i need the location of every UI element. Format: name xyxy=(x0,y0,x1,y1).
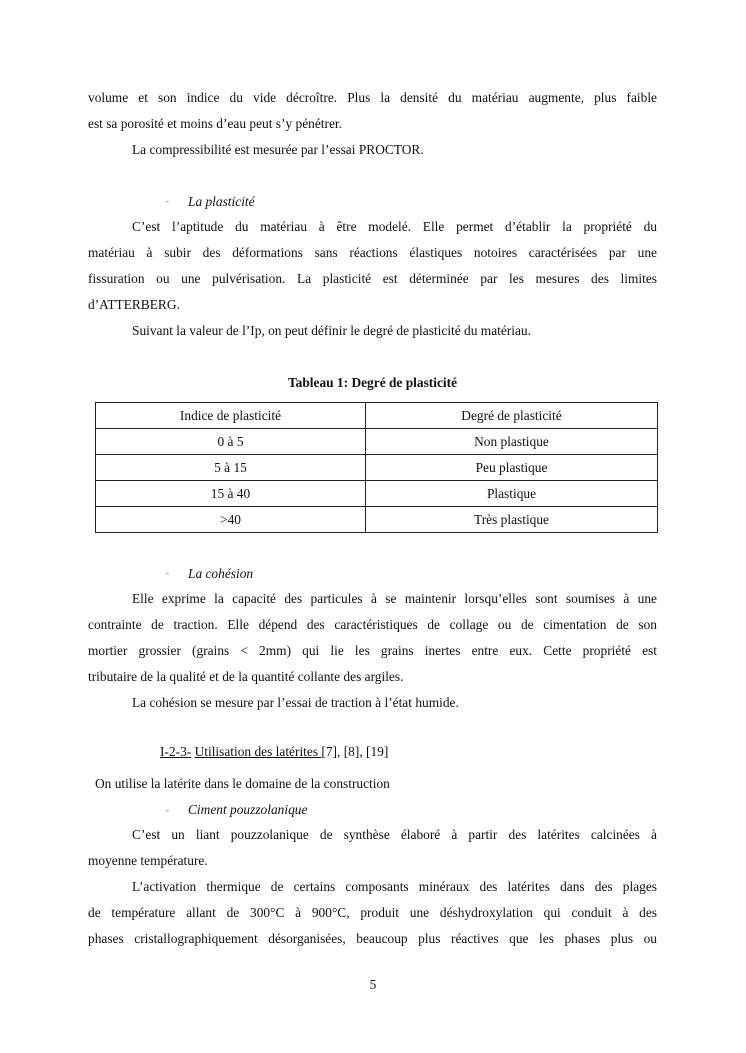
table-cell: >40 xyxy=(96,507,366,533)
paragraph-line: d’ATTERBERG. xyxy=(88,297,180,312)
section-references: [7], [8], [19] xyxy=(321,744,389,759)
table-cell: Très plastique xyxy=(366,507,658,533)
bullet-dash: - xyxy=(166,568,169,578)
paragraph-line: phases cristallographiquement désorganisées, beaucoup plus réactives que les phases plus ou xyxy=(88,931,657,946)
paragraph-line: La compressibilité est mesurée par l’essai PROCTOR. xyxy=(132,142,424,157)
paragraph-line: Suivant la valeur de l’Ip, on peut définir le degré de plasticité du matériau. xyxy=(132,323,531,338)
table-header-cell: Indice de plasticité xyxy=(96,403,366,429)
section-title: Utilisation des latérites xyxy=(194,744,322,759)
section-heading xyxy=(160,744,388,760)
table-header-cell: Degré de plasticité xyxy=(366,403,658,429)
paragraph-line: est sa porosité et moins d’eau peut s’y pénétrer. xyxy=(88,116,342,131)
paragraph-line: C’est l’aptitude du matériau à être modelé. Elle permet d’établir la propriété du xyxy=(132,219,657,234)
paragraph-line: tributaire de la qualité et de la quantité collante des argiles. xyxy=(88,669,404,684)
table-row xyxy=(96,481,658,507)
table-row xyxy=(96,455,658,481)
paragraph-line: mortier grossier (grains < 2mm) qui lie les grains inertes entre eux. Cette propriété est xyxy=(88,643,657,658)
paragraph-line: matériau à subir des déformations sans réactions élastiques notoires caractérisées par une xyxy=(88,245,657,260)
table-cell: Plastique xyxy=(366,481,658,507)
paragraph-line: On utilise la latérite dans le domaine de la construction xyxy=(95,776,390,791)
bullet-dash: - xyxy=(166,805,169,815)
subheading-ciment: Ciment pouzzolanique xyxy=(188,802,308,817)
table-cell: 15 à 40 xyxy=(96,481,366,507)
page-number: 5 xyxy=(369,977,377,992)
paragraph-line: Elle exprime la capacité des particules à se maintenir lorsqu’elles sont soumises à une xyxy=(132,591,657,606)
table-cell: Peu plastique xyxy=(366,455,658,481)
paragraph-line: moyenne température. xyxy=(88,853,208,868)
table-row xyxy=(96,507,658,533)
paragraph-line: L’activation thermique de certains composants minéraux des latérites dans des plages xyxy=(132,879,657,894)
table-caption: Tableau 1: Degré de plasticité xyxy=(287,375,458,390)
paragraph-line: fissuration ou une pulvérisation. La plasticité est déterminée par les mesures des limites xyxy=(88,271,657,286)
table-cell: 5 à 15 xyxy=(96,455,366,481)
paragraph-line: contrainte de traction. Elle dépend des caractéristiques de collage ou de cimentation de son xyxy=(88,617,657,632)
paragraph-line: de température allant de 300°C à 900°C, produit une déshydroxylation qui conduit à des xyxy=(88,905,657,920)
paragraph-line: volume et son indice du vide décroître. Plus la densité du matériau augmente, plus faible xyxy=(88,90,657,105)
section-number: I-2-3- xyxy=(160,744,192,759)
paragraph-line: La cohésion se mesure par l’essai de traction à l’état humide. xyxy=(132,695,459,710)
subheading-cohesion: La cohésion xyxy=(188,566,254,581)
bullet-dash: - xyxy=(166,196,169,206)
plasticity-table xyxy=(95,402,658,533)
table-cell: Non plastique xyxy=(366,429,658,455)
paragraph-line: C’est un liant pouzzolanique de synthèse élaboré à partir des latérites calcinées à xyxy=(132,827,657,842)
table-header-row xyxy=(96,403,658,429)
subheading-plasticite: La plasticité xyxy=(188,194,255,209)
table-cell: 0 à 5 xyxy=(96,429,366,455)
table-row xyxy=(96,429,658,455)
